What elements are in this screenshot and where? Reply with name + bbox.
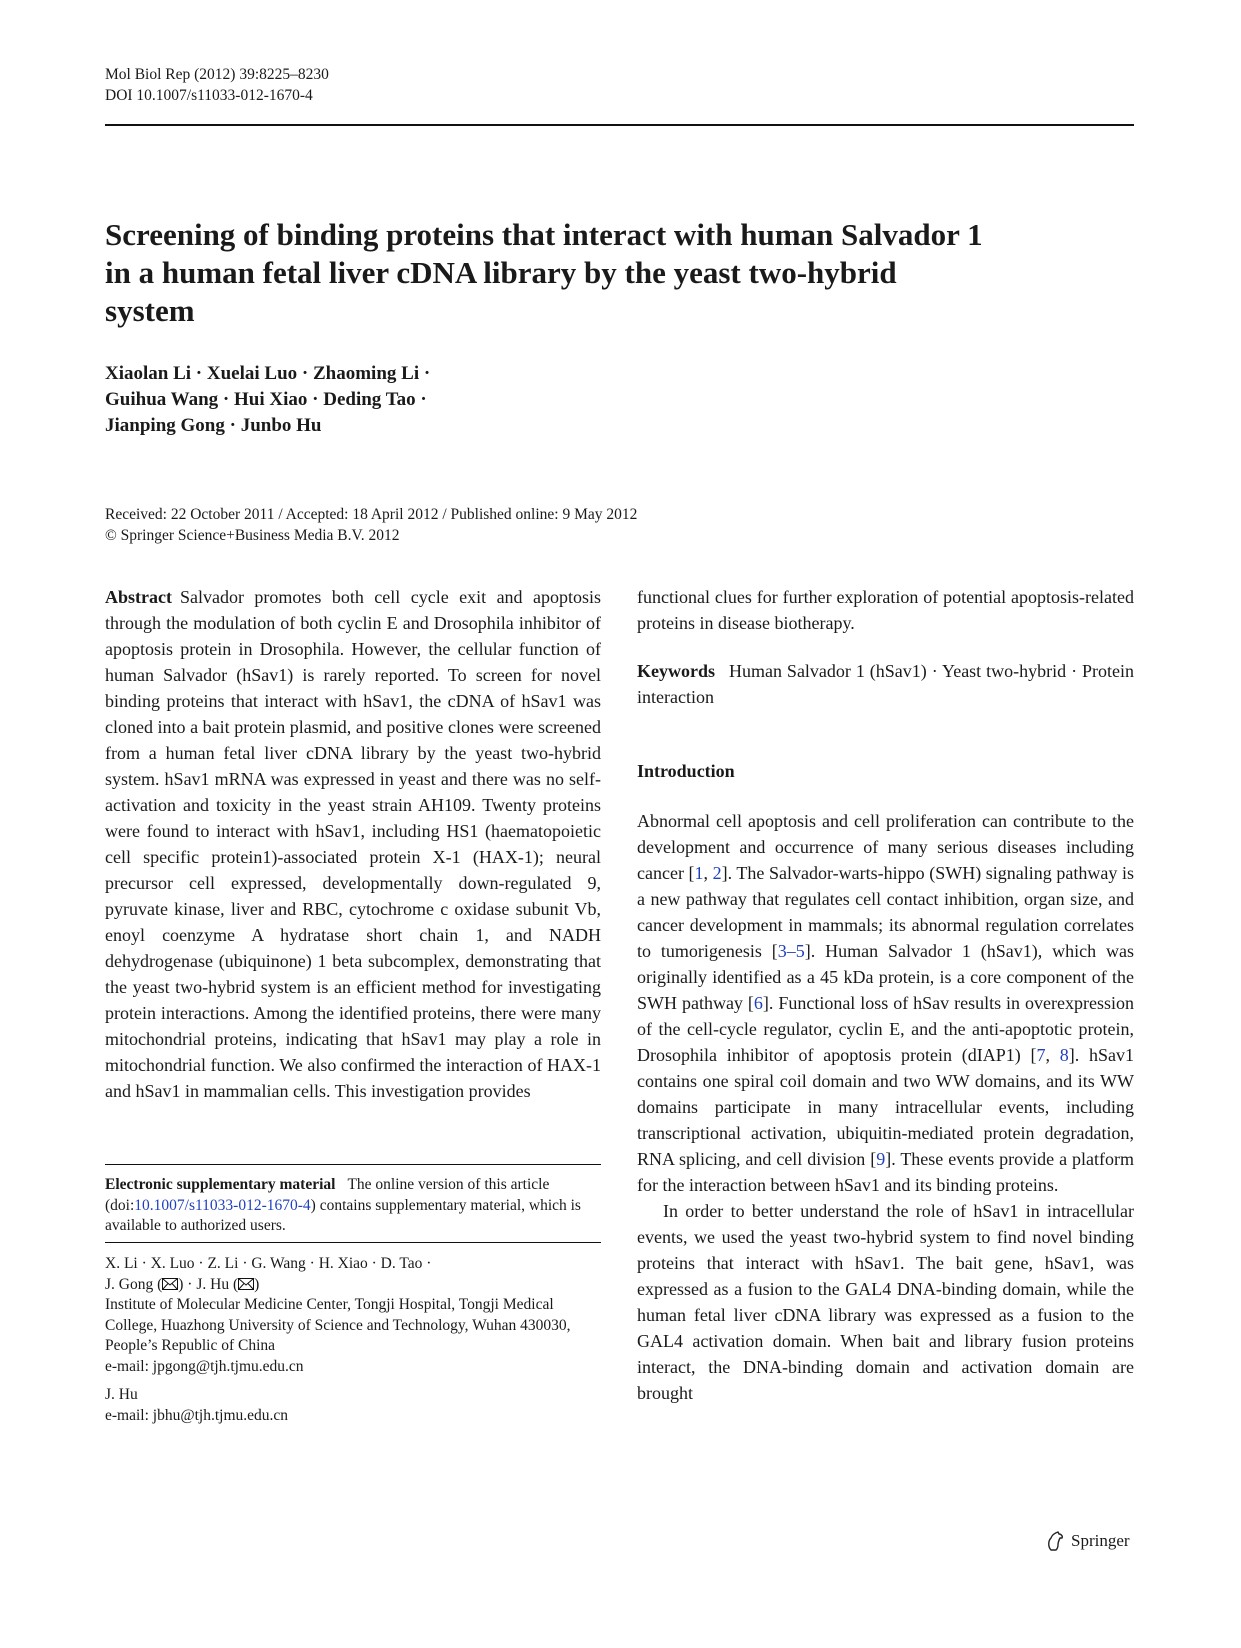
footnote-rule bbox=[105, 1164, 601, 1165]
esm-text: ) contains supplementary material, which is available to authorized users. bbox=[105, 1196, 581, 1234]
citation-link[interactable]: 7 bbox=[1036, 1045, 1046, 1065]
keywords-label: Keywords bbox=[637, 661, 715, 681]
title-line: in a human fetal liver cDNA library by the yeast two-hybrid bbox=[105, 255, 897, 290]
doi-link[interactable]: 10.1007/s11033-012-1670-4 bbox=[134, 1196, 311, 1214]
introduction-heading: Introduction bbox=[637, 761, 735, 781]
email-hu[interactable]: e-mail: jbhu@tjh.tjmu.edu.cn bbox=[105, 1406, 289, 1424]
journal-header bbox=[105, 64, 329, 106]
affiliation-names: X. Li · X. Luo · Z. Li · G. Wang · H. Xiao · D. Tao · bbox=[105, 1255, 432, 1272]
affiliation-names: J. Gong ( ) · J. Hu ( ) bbox=[105, 1275, 260, 1293]
esm-footnote bbox=[105, 1175, 601, 1237]
intro-paragraph: In order to better understand the role of hSav1 in intracellular events, we used the yeast two-hybrid system to find novel binding proteins that interact with hSav1. The bait gene, hSav1, was expressed as a fusion to the GAL4 DNA-binding domain, while the human fetal liver cDNA library was expressed as a fusion to the GAL4 activation domain. When bait and library fusion proteins interact, the DNA-binding domain and activation domain are brought bbox=[637, 1201, 1134, 1403]
title-line: Screening of binding proteins that interact with human Salvador 1 bbox=[105, 217, 983, 252]
institution-address: Institute of Molecular Medicine Center, Tongji Hospital, Tongji Medical College, Huazhong University of Science and Technology, Wuhan 430030, People’s Republic of China bbox=[105, 1296, 571, 1354]
esm-text: The online version of this article (doi: bbox=[105, 1176, 550, 1214]
intro-paragraph: Abnormal cell apoptosis and cell proliferation can contribute to the development and occurrence of many serious diseases including cancer [1, 2]. The Salvador-warts-hippo (SWH) signaling pathway is a new pathway that regulates cell contact inhibition, organ size, and cancer development in mammals; its abnormal regulation correlates to tumorigenesis [3–5]. Human Salvador 1 (hSav1), which was originally identified as a 45 kDa protein, is a core component of the SWH pathway [6]. Functional loss of hSav results in overexpression of the cell-cycle regulator, cyclin E, and the anti-apoptotic protein, Drosophila inhibitor of apoptosis protein (dIAP1) [7, 8]. hSav1 contains one spiral coil domain and two WW domains, and its WW domains participate in many intracellular events, including transcriptional activation, ubiquitin-mediated protein degradation, RNA splicing, and cell division [9]. These events provide a platform for the interaction between hSav1 and its binding proteins. bbox=[637, 811, 1135, 1195]
article-title bbox=[105, 216, 1065, 330]
author-line: Jianping Gong · Junbo Hu bbox=[105, 415, 322, 436]
citation-link[interactable]: 2 bbox=[712, 863, 722, 883]
right-column bbox=[637, 584, 1134, 1406]
publisher-name: Springer bbox=[1071, 1531, 1130, 1550]
keywords-text: Human Salvador 1 (hSav1) · Yeast two-hybrid · Protein interaction bbox=[637, 661, 1134, 707]
journal-doi: DOI 10.1007/s11033-012-1670-4 bbox=[105, 87, 313, 104]
footnote-rule bbox=[105, 1242, 601, 1243]
affiliation-footnote bbox=[105, 1254, 601, 1426]
title-line: system bbox=[105, 293, 195, 328]
abstract-label: Abstract bbox=[105, 587, 172, 607]
author-line: Guihua Wang · Hui Xiao · Deding Tao · bbox=[105, 389, 427, 410]
esm-label: Electronic supplementary material bbox=[105, 1176, 336, 1193]
copyright-line: © Springer Science+Business Media B.V. 2012 bbox=[105, 526, 400, 544]
citation-link[interactable]: 6 bbox=[753, 993, 763, 1013]
received-accepted-line: Received: 22 October 2011 / Accepted: 18 April 2012 / Published online: 9 May 2012 bbox=[105, 506, 638, 523]
springer-logo bbox=[1045, 1530, 1130, 1552]
publication-dates bbox=[105, 505, 637, 546]
citation-link[interactable]: 9 bbox=[876, 1149, 886, 1169]
springer-horse-icon bbox=[1045, 1530, 1065, 1552]
abstract-column bbox=[105, 584, 601, 1104]
journal-citation: Mol Biol Rep (2012) 39:8225–8230 bbox=[105, 66, 329, 83]
author-line: Xiaolan Li · Xuelai Luo · Zhaoming Li · bbox=[105, 363, 431, 384]
email-gong[interactable]: e-mail: jpgong@tjh.tjmu.edu.cn bbox=[105, 1357, 304, 1375]
header-rule bbox=[105, 124, 1134, 126]
abstract-paragraph bbox=[105, 584, 601, 1104]
envelope-icon bbox=[162, 1278, 178, 1290]
citation-link[interactable]: 8 bbox=[1059, 1045, 1069, 1065]
author-hu: J. Hu bbox=[105, 1386, 138, 1403]
citation-link[interactable]: 3–5 bbox=[777, 941, 805, 961]
abstract-continuation: functional clues for further exploration of potential apoptosis-related proteins in disease biotherapy. bbox=[637, 587, 1134, 633]
envelope-icon bbox=[238, 1278, 254, 1290]
author-list bbox=[105, 361, 430, 439]
abstract-text: Salvador promotes both cell cycle exit and apoptosis through the modulation of both cyclin E and Drosophila inhibitor of apoptosis protein in Drosophila. However, the cellular function of human Salvador (hSav1) is rarely reported. To screen for novel binding proteins that interact with hSav1, the cDNA of hSav1 was cloned into a bait protein plasmid, and positive clones were screened from a human fetal liver cDNA library by the yeast two-hybrid system. hSav1 mRNA was expressed in yeast and there was no self-activation and toxicity in the yeast strain AH109. Twenty proteins were found to interact with hSav1, including HS1 (haematopoietic cell specific protein1)-associated protein X-1 (HAX-1); neural precursor cell expressed, developmentally down-regulated 9, pyruvate kinase, liver and RBC, cytochrome c oxidase subunit Vb, enoyl coenzyme A hydratase short chain 1, and NADH dehydrogenase (ubiquinone) 1 beta subcomplex, demonstrating that the yeast two-hybrid system is an efficient method for investigating protein interactions. Among the identified proteins, there were many mitochondrial proteins, indicating that hSav1 may play a role in mitochondrial function. We also confirmed the interaction of HAX-1 and hSav1 in mammalian cells. This investigation provides bbox=[105, 587, 601, 1101]
keywords bbox=[637, 658, 1134, 710]
citation-link[interactable]: 1 bbox=[694, 863, 704, 883]
